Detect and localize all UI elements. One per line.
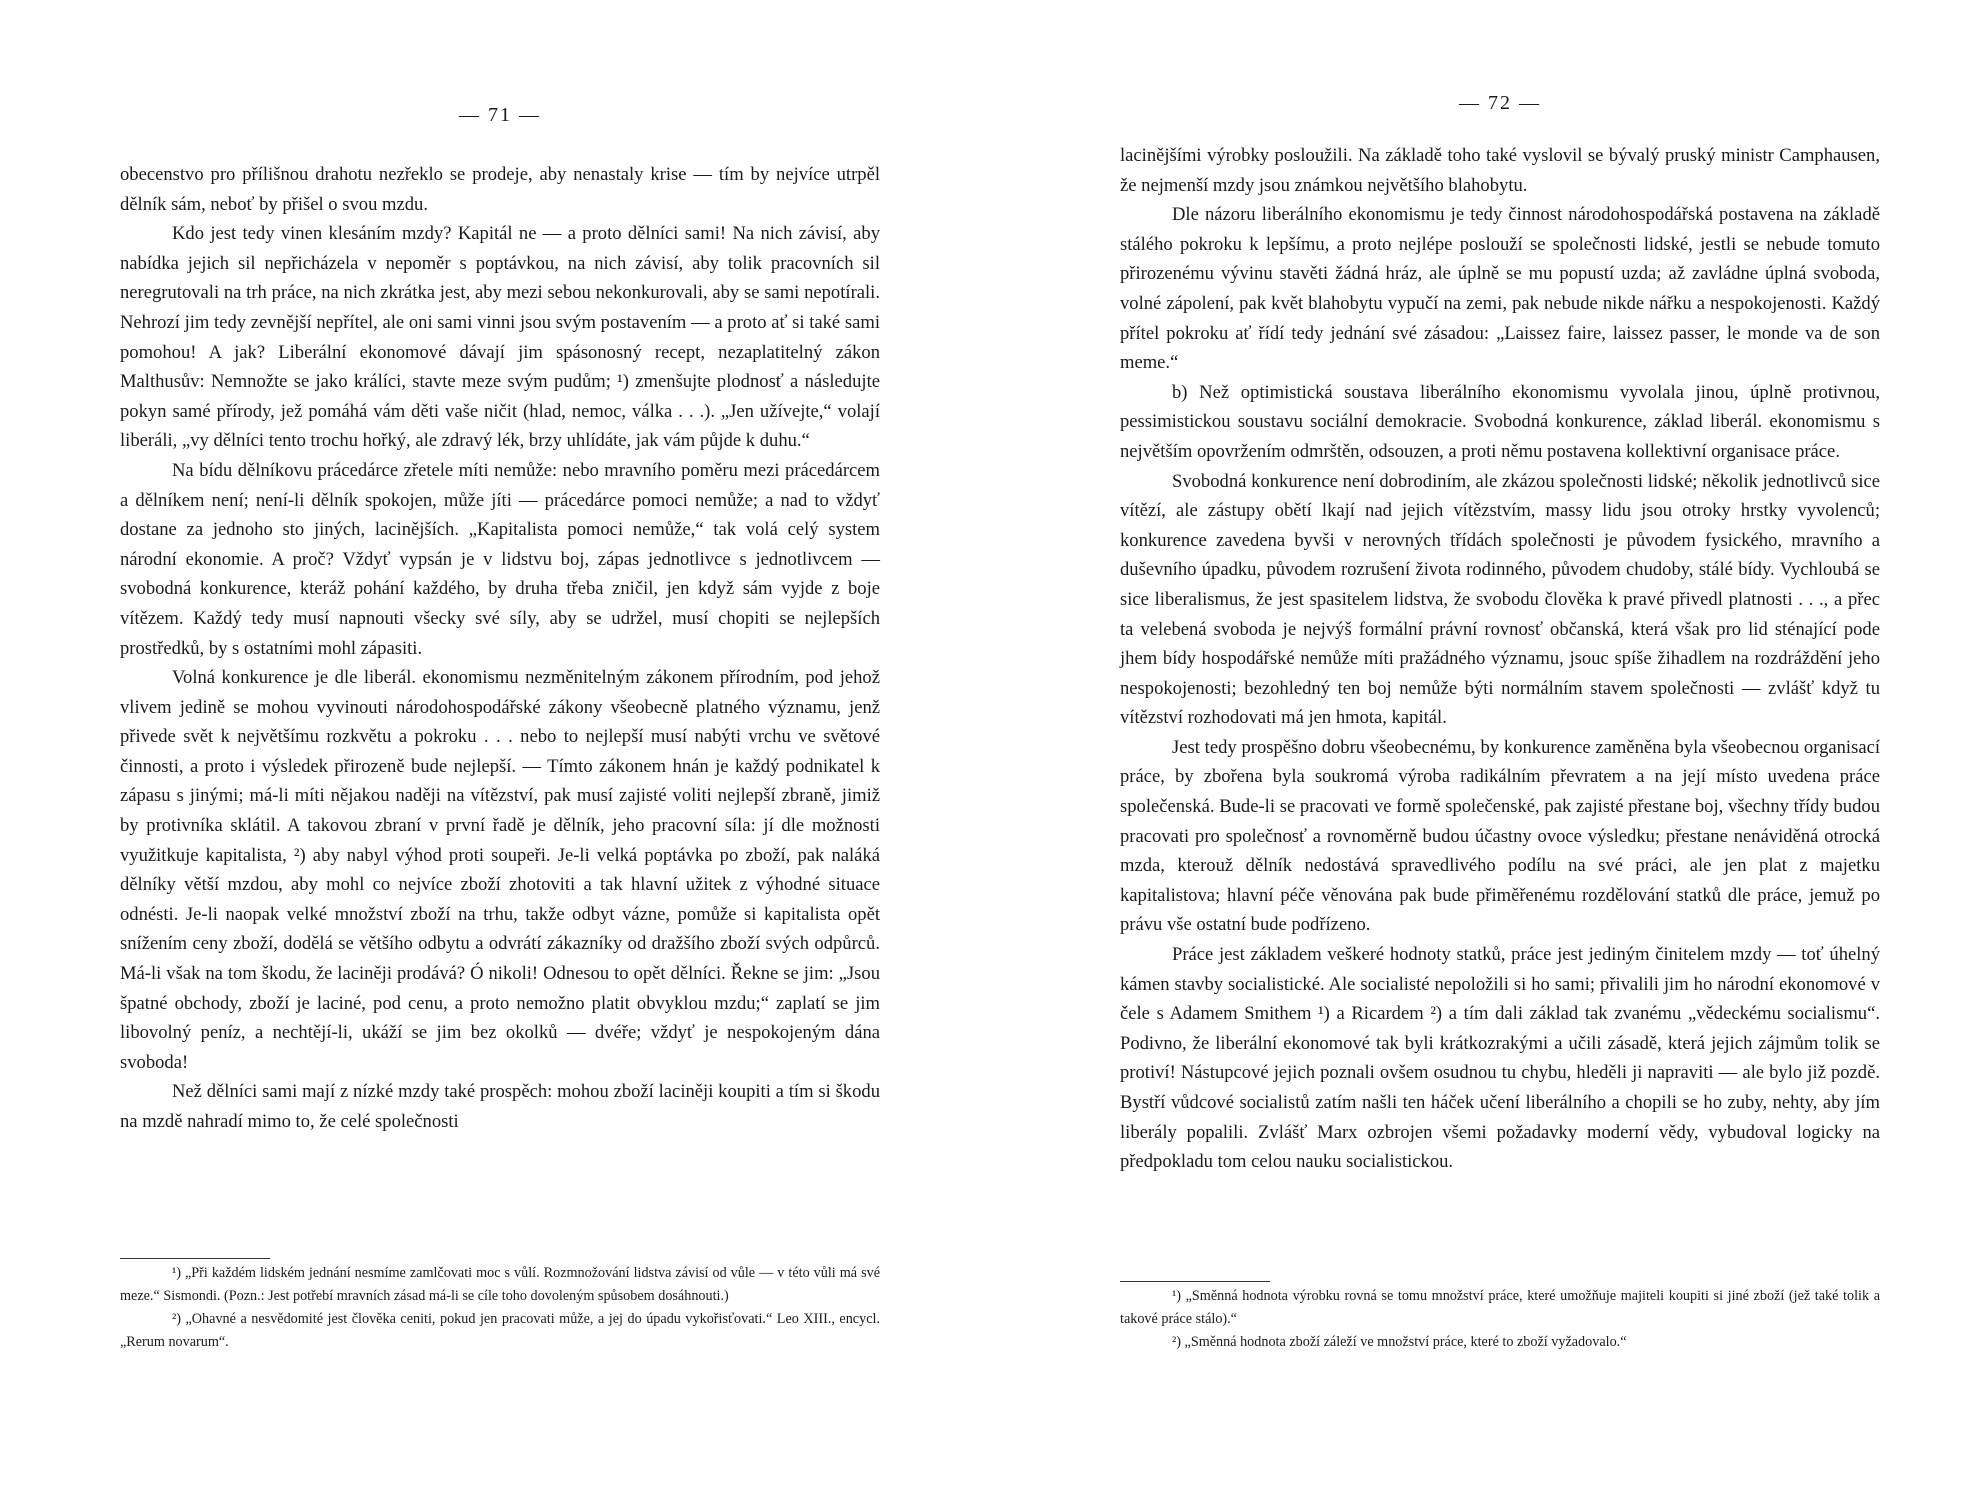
footnote-divider	[120, 1258, 270, 1259]
footnotes	[1120, 1285, 1880, 1354]
body-text	[120, 160, 880, 1137]
paragraph: Dle názoru liberálního ekonomismu je tedy činnost národohospodářská postavena na základě stálého pokroku k lepšímu, a proto nejlépe poslouží se společnosti lidské, jestli se nebude tomuto přirozenému vývinu stavěti žádná hráz, ale úplně se mu popustí uzda; až zavládne úplná svoboda, volné zápolení, pak květ blahobytu vypučí na zemi, pak nebude nikde nářku a nespokojenosti. Každý přítel pokroku ať řídí tedy jednání své zásadou: „Laissez faire, laissez passer, le monde va de son meme.“	[1120, 204, 1880, 374]
left-page	[120, 0, 880, 1500]
footnote-divider	[1120, 1281, 1270, 1282]
footnote: ²) „Směnná hodnota zboží záleží ve množství práce, které to zboží vyžadovalo.“	[1172, 1334, 1627, 1350]
page-number: — 72 —	[1459, 92, 1541, 114]
right-page	[1120, 0, 1880, 1500]
paragraph: Na bídu dělníkovu prácedárce zřetele míti nemůže: nebo mravního poměru mezi prácedárcem a dělníkem není; není-li dělník spokojen, může jíti — prácedárce pomoci nemůže; a nad to vždyť dostane za jednoho sto jiných, lacinějších. „Kapitalista pomoci nemůže,“ tak volá celý system národní ekonomie. A proč? Vždyť vypsán je v lidstvu boj, zápas jednotlivce s jednotlivcem — svobodná konkurence, kteráž pohání každého, by druha třeba zničil, jen když sám vyjde z boje vítězem. Každý tedy musí napnouti všecky své síly, aby se udržel, musí chopiti se nejlepších prostředků, by s ostatními mohl zápasiti.	[120, 459, 880, 659]
footnote: ²) „Ohavné a nesvědomité jest člověka ceniti, pokud jen pracovati může, a jej do úpadu vykořisťovati.“ Leo XIII., encycl. „Rerum novarum“.	[120, 1311, 880, 1350]
paragraph: Kdo jest tedy vinen klesáním mzdy? Kapitál ne — a proto dělníci sami! Na nich závisí, aby nabídka jejich sil nepřicházela v nepoměr s poptávkou, na nich závisí, aby tolik pracovních sil neregrutovali na trh práce, na nich zkrátka jest, aby mezi sebou nekonkurovali, aby se sami nepotírali. Nehrozí jim tedy zevnější nepřítel, ale oni sami vinni jsou svým postavením — a proto ať si také sami pomohou! A jak? Liberální ekonomové dávají jim spásonosný recept, nezaplatitelný zákon Malthusův: Nemnožte se jako králíci, stavte meze svým pudům; ¹) zmenšujte plodnosť a následujte pokyn samé přírody, jež pomáhá vám děti vaše ničit (hlad, nemoc, válka . . .). „Jen užívejte,“ volají liberáli, „vy dělníci tento trochu hořký, ale zdravý lék, brzy uhlídáte, jak vám půjde k duhu.“	[120, 223, 880, 452]
page-number: — 71 —	[459, 104, 541, 126]
paragraph: Práce jest základem veškeré hodnoty statků, práce jest jediným činitelem mzdy — toť úhelný kámen stavby socialistické. Ale socialisté nepoložili si ho sami; přivalili jim ho národní ekonomové v čele s Adamem Smithem ¹) a Ricardem ²) a tím dali základ tak zvanému „vědeckému socialismu“. Podivno, že liberální ekonomové tak byli krátkozrakými a učili zásadě, která jejich zájmům tolik se protiví! Nástupcové jejich poznali ovšem osudnou tu chybu, hleděli ji napraviti — ale bylo již pozdě. Bystří vůdcové socialistů zatím našli ten háček učení liberálního a chopili se ho zuby, nehty, aby jím liberály popalili. Zvlášť Marx ozbrojen všemi požadavky moderní vědy, vybudoval logicky na předpokladu tom celou nauku socialistickou.	[1120, 944, 1880, 1173]
paragraph: lacinějšími výrobky posloužili. Na základě toho také vyslovil se bývalý pruský ministr Camphausen, že nejmenší mzdy jsou známkou největšího blahobytu.	[1120, 145, 1880, 196]
paragraph: Než dělníci sami mají z nízké mzdy také prospěch: mohou zboží laciněji koupiti a tím si škodu na mzdě nahradí mimo to, že celé společnosti	[120, 1081, 880, 1132]
footnotes	[120, 1262, 880, 1354]
paragraph: obecenstvo pro přílišnou drahotu nezřeklo se prodeje, aby nenastaly krise — tím by nejvíce utrpěl dělník sám, neboť by přišel o svou mzdu.	[120, 164, 880, 215]
body-text	[1120, 141, 1880, 1177]
paragraph: Jest tedy prospěšno dobru všeobecnému, by konkurence zaměněna byla všeobecnou organisací práce, by zbořena byla soukromá výroba radikálním převratem a na její místo uvedena práce společenská. Bude-li se pracovati ve formě společenské, pak zajisté přestane boj, všechny třídy budou pracovati pro společnosť a rovnoměrně budou účastny ovoce výsledku; přestane nenáviděná otrocká mzda, kterouž dělník nedostává spravedlivého podílu na své práci, ale jen plat z majetku kapitalistova; hlavní péče věnována pak bude přiměřenému rozdělování statků dle práce, jemuž po právu vše ostatní bude podřízeno.	[1120, 736, 1880, 936]
paragraph: b) Než optimistická soustava liberálního ekonomismu vyvolala jinou, úplně protivnou, pessimistickou soustavu sociální demokracie. Svobodná konkurence, základ liberál. ekonomismu s největším opovržením odmrštěn, odsouzen, a proti němu postavena kollektivní organisace práce.	[1120, 381, 1880, 462]
footnote: ¹) „Při každém lidském jednání nesmíme zamlčovati moc s vůlí. Rozmnožování lidstva závisí od vůle — v této vůli má své meze.“ Sismondi. (Pozn.: Jest potřebí mravních zásad má-li se cíle toho dovoleným spůsobem dosáhnouti.)	[120, 1265, 880, 1304]
footnote: ¹) „Směnná hodnota výrobku rovná se tomu množství práce, které umožňuje majiteli koupiti si jiné zboží (jež také tolik a takové práce stálo).“	[1120, 1288, 1880, 1327]
paragraph: Svobodná konkurence není dobrodiním, ale zkázou společnosti lidské; několik jednotlivců sice vítězí, ale zástupy obětí lkají nad jejich vítězstvím, massy lidu jsou otroky hrstky vyvolenců; konkurence zavedena byvši v nerovných třídách společnosti je původem fysického, mravního a duševního úpadku, původem rozrušení života rodinného, původem chudoby, stálé bídy. Vychloubá se sice liberalismus, že jest spasitelem lidstva, že svobodu člověka k pravé přivedl platnosti . . ., a přec ta velebená svoboda je nejvýš formální právní rovnosť občanská, která však pro lid sténající pode jhem bídy hospodářské nemůže míti pražádného významu, jsouc spíše žihadlem na rozdráždění jeho nespokojenosti; bezohledný ten boj nemůže býti normálním stavem společnosti — zvlášť když tu vítězství rozhodovati má jen hmota, kapitál.	[1120, 470, 1880, 729]
paragraph: Volná konkurence je dle liberál. ekonomismu nezměnitelným zákonem přírodním, pod jehož vlivem jedině se mohou vyvinouti národohospodářské zákony všeobecně platného významu, jenž přivede svět k největšímu rozkvětu a pokroku . . . nebo to nejlepší musí nabýti vrchu ve světové činnosti, a proto i výsledek přirozeně bude nejlepší. — Tímto zákonem hnán je každý podnikatel k zápasu s jinými; má-li míti nějakou naději na vítězství, pak musí zajisté voliti nejlepší zbraně, jimiž by protivníka sklátil. A takovou zbraní v první řadě je dělník, jeho pracovní síla: jí dle možnosti využitkuje kapitalista, ²) aby nabyl výhod proti soupeři. Je-li velká poptávka po zboží, pak naláká dělníky větší mzdou, aby mohl co nejvíce zboží zhotoviti a tak hlavní užitek z výhodné situace odnésti. Je-li naopak velké množství zboží na trhu, takže odbyt vázne, pomůže si kapitalista opět snížením ceny zboží, dodělá se většího odbytu a odvrátí zákazníky od dražšího zboží svých odpůrců. Má-li však na tom škodu, že laciněji prodává? Ó nikoli! Odnesou to opět dělníci. Řekne se jim: „Jsou špatné obchody, zboží je laciné, pod cenu, a proto nemožno platit obvyklou mzdu;“ zaplatí se jim libovolný peníz, a nechtějí-li, ukáží se jim bez okolků — dvéře; vždyť je nespokojeným dána svoboda!	[120, 667, 880, 1073]
